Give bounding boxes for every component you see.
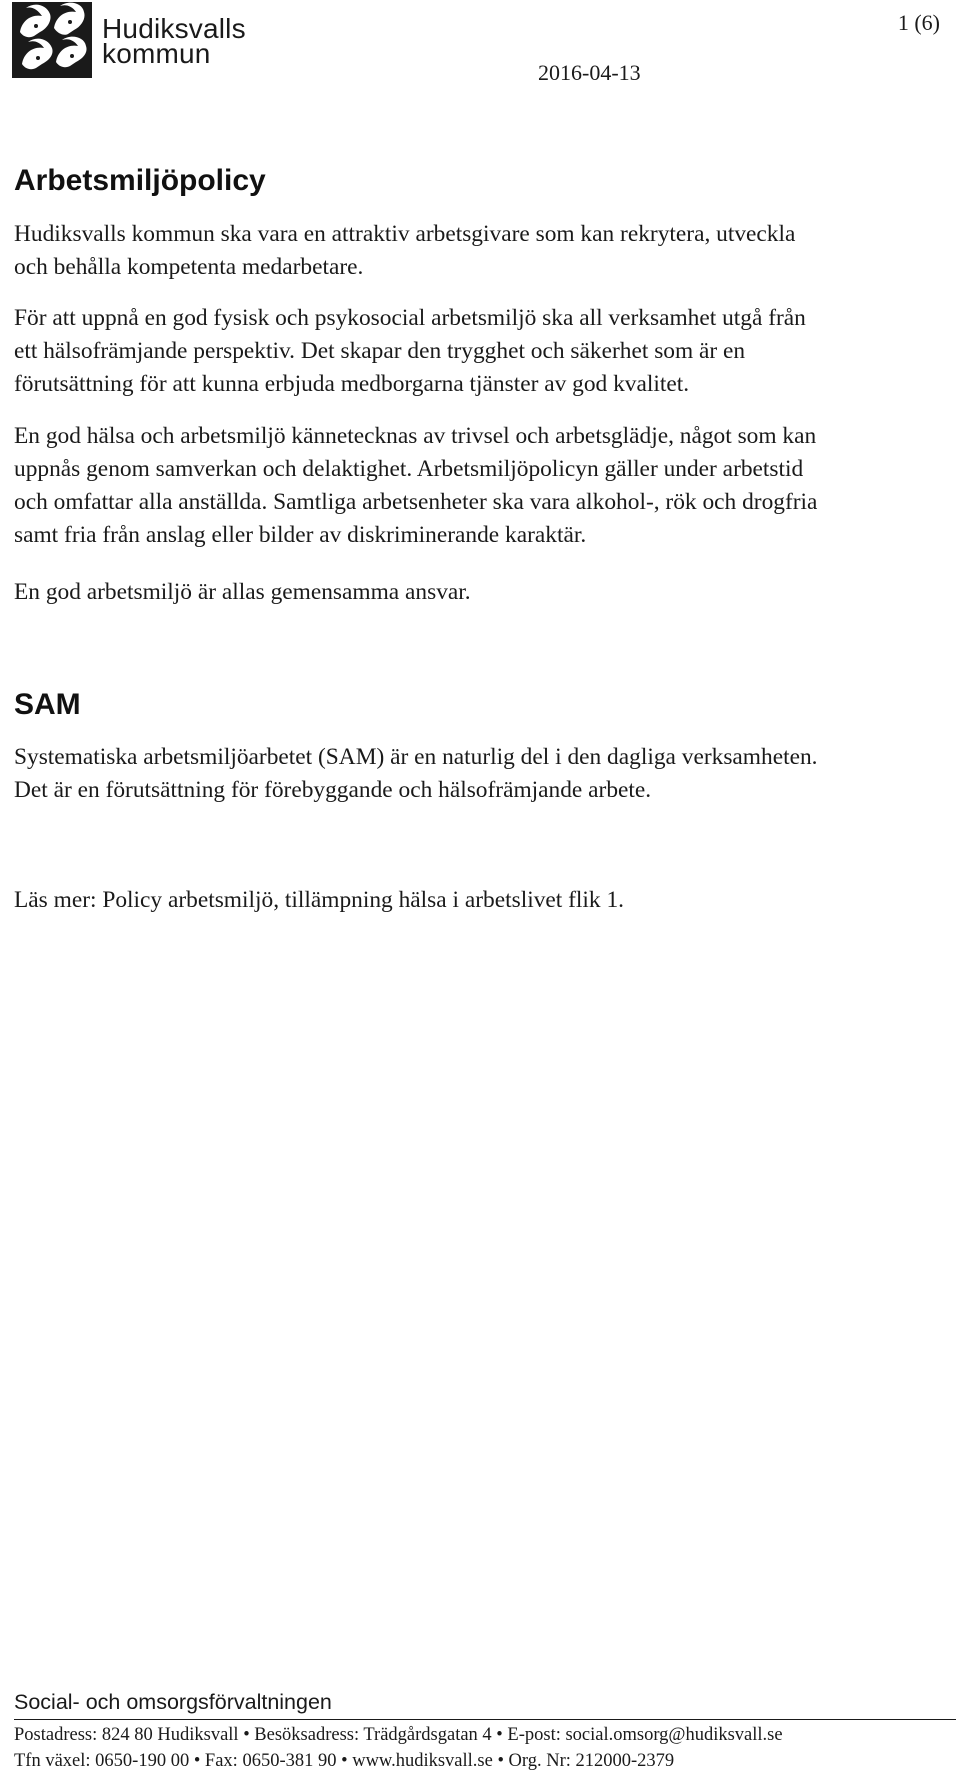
logo-wordmark bbox=[102, 13, 246, 69]
paragraph-sam: Systematiska arbetsmiljöarbetet (SAM) är en naturlig del i den dagliga verksamheten. Det är en förutsättning för förebyggande och hälsofrämjande arbete. bbox=[14, 744, 818, 803]
paragraph-health: En god hälsa och arbetsmiljö kännetecknas av trivsel och arbetsglädje, något som kan uppnås genom samverkan och delaktighet. Arbetsmiljöpolicyn gäller under arbetstid och omfattar alla anställda. Samtliga arbetsenheter ska vara alkohol-, rök och drogfria samt fria från anslag eller bilder av diskriminerande karaktär. bbox=[14, 423, 818, 548]
section-title-sam: SAM bbox=[14, 688, 81, 721]
footer-divider bbox=[14, 1719, 956, 1720]
municipality-logo bbox=[12, 2, 272, 78]
logo-line-2: kommun bbox=[102, 38, 211, 69]
footer-department: Social- och omsorgsförvaltningen bbox=[14, 1690, 332, 1714]
footer-contact-line: Tfn växel: 0650-190 00 • Fax: 0650-381 90 • www.hudiksvall.se • Org. Nr: 212000-2379 bbox=[14, 1751, 675, 1771]
goat-emblem-icon bbox=[12, 2, 92, 78]
page-number: 1 (6) bbox=[897, 10, 940, 35]
paragraph-intro: Hudiksvalls kommun ska vara en attraktiv arbetsgivare som kan rekrytera, utveckla och behålla kompetenta medarbetare. bbox=[14, 221, 796, 280]
paragraph-perspective: För att uppnå en god fysisk och psykosocial arbetsmiljö ska all verksamhet utgå från ett hälsofrämjande perspektiv. Det skapar den trygghet och säkerhet som är en förutsättning för att kunna erbjuda medborgarna tjänster av god kvalitet. bbox=[14, 305, 806, 397]
read-more-reference: Läs mer: Policy arbetsmiljö, tillämpning hälsa i arbetslivet flik 1. bbox=[14, 887, 624, 913]
footer-address-line: Postadress: 824 80 Hudiksvall • Besöksadress: Trädgårdsgatan 4 • E-post: social.omsorg@hudiksvall.se bbox=[14, 1725, 783, 1745]
page-title: Arbetsmiljöpolicy bbox=[14, 164, 266, 197]
document-date: 2016-04-13 bbox=[538, 60, 641, 85]
logo-line-1: Hudiksvalls bbox=[102, 13, 246, 44]
paragraph-responsibility: En god arbetsmiljö är allas gemensamma ansvar. bbox=[14, 579, 471, 605]
